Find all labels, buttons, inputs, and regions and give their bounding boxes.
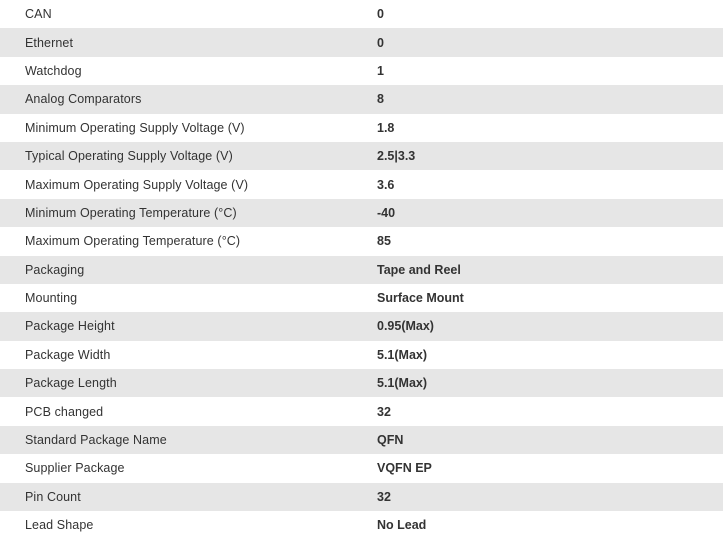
spec-row-min-temperature [0,199,723,227]
spec-label: Ethernet [25,35,74,50]
spec-value: No Lead [377,518,427,533]
spec-label: Package Length [25,376,117,391]
spec-label: Package Height [25,319,115,334]
spec-row-package-length [0,369,723,397]
spec-label: Minimum Operating Temperature (°C) [25,205,237,220]
spec-label: Packaging [25,262,85,277]
spec-row-ethernet [0,28,723,56]
spec-label: Lead Shape [25,518,94,533]
spec-row-watchdog [0,57,723,85]
spec-label: Typical Operating Supply Voltage (V) [25,149,233,164]
spec-row-package-width [0,341,723,369]
spec-label: Maximum Operating Temperature (°C) [25,234,241,249]
spec-value: 85 [377,234,391,249]
spec-label: Pin Count [25,489,81,504]
spec-row-package-height [0,312,723,340]
spec-label: Minimum Operating Supply Voltage (V) [25,120,245,135]
spec-label: CAN [25,7,52,22]
spec-value: 8 [377,92,384,107]
spec-value: 3.6 [377,177,395,192]
spec-value: 0.95(Max) [377,319,434,334]
spec-value: 0 [377,7,384,22]
spec-row-lead-shape [0,511,723,539]
spec-value: 5.1(Max) [377,347,428,362]
spec-label: Supplier Package [25,461,125,476]
spec-row-supplier-package [0,454,723,482]
spec-row-typ-supply-voltage [0,142,723,170]
spec-value: 1 [377,63,384,78]
spec-value: 32 [377,404,391,419]
spec-row-can [0,0,723,28]
spec-value: QFN [377,433,404,448]
spec-label: PCB changed [25,404,104,419]
spec-label: Package Width [25,347,111,362]
spec-value: 32 [377,489,391,504]
spec-value: Tape and Reel [377,262,461,277]
spec-label: Maximum Operating Supply Voltage (V) [25,177,249,192]
spec-row-mounting [0,284,723,312]
spec-row-min-supply-voltage [0,114,723,142]
spec-row-standard-package-name [0,426,723,454]
spec-label: Watchdog [25,63,82,78]
spec-value: 1.8 [377,120,395,135]
spec-row-max-temperature [0,227,723,255]
spec-value: 2.5|3.3 [377,149,416,164]
spec-value: 5.1(Max) [377,376,428,391]
spec-label: Standard Package Name [25,433,167,448]
spec-label: Analog Comparators [25,92,142,107]
spec-row-pin-count [0,483,723,511]
spec-label: Mounting [25,291,78,306]
spec-row-max-supply-voltage [0,170,723,198]
spec-value: 0 [377,35,384,50]
spec-row-packaging [0,256,723,284]
spec-row-pcb-changed [0,397,723,425]
spec-row-analog-comparators [0,85,723,113]
spec-value: -40 [377,205,396,220]
spec-value: VQFN EP [377,461,432,476]
spec-value: Surface Mount [377,291,464,306]
